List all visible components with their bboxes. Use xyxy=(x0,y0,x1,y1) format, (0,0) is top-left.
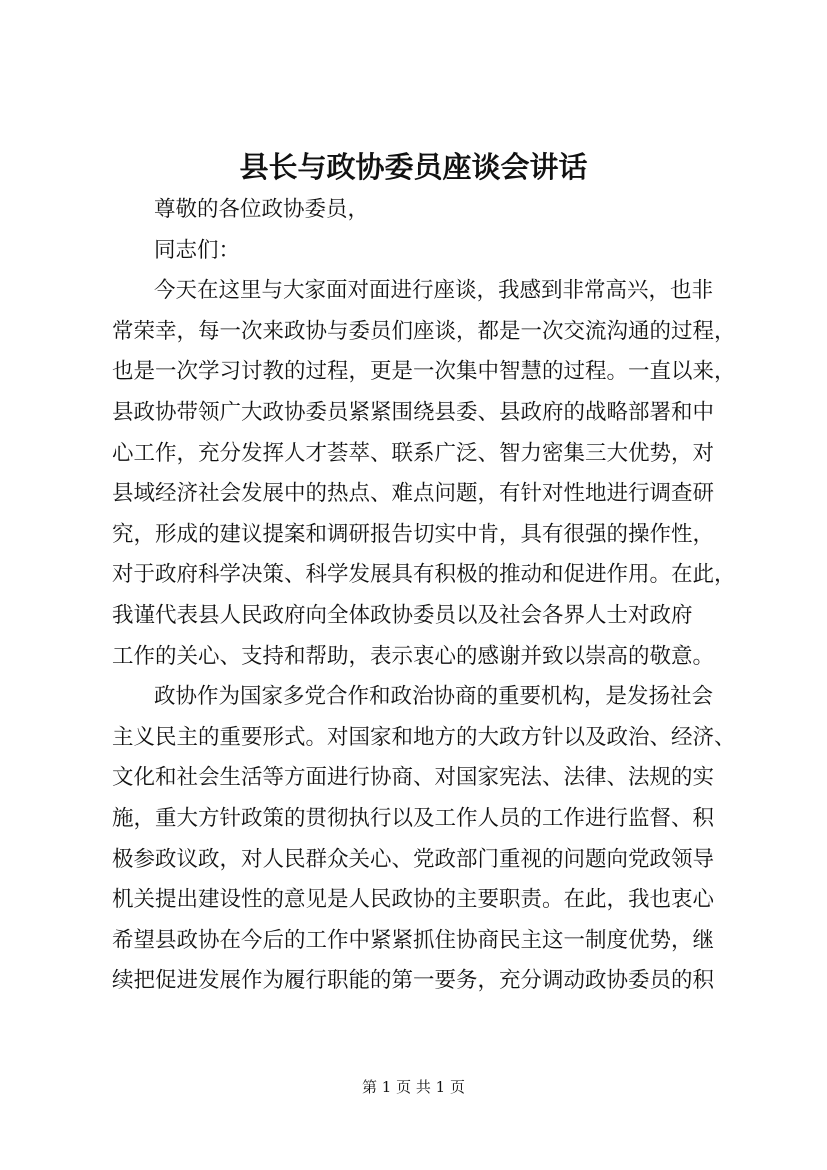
salutation-line: 同志们： xyxy=(154,237,241,263)
paragraph-line: 施，重大方针政策的贯彻执行以及工作人员的工作进行监督、积 xyxy=(112,805,715,831)
paragraph-line: 究，形成的建议提案和调研报告切实中肯，具有很强的操作性， xyxy=(112,521,715,547)
paragraph-line: 心工作，充分发挥人才荟萃、联系广泛、智力密集三大优势，对 xyxy=(112,440,715,466)
paragraph-line: 我谨代表县人民政府向全体政协委员以及社会各界人士对政府 xyxy=(112,602,693,628)
paragraph-line: 常荣幸，每一次来政协与委员们座谈，都是一次交流沟通的过程， xyxy=(112,318,736,344)
paragraph-line: 文化和社会生活等方面进行协商、对国家宪法、法律、法规的实 xyxy=(112,765,715,791)
page-footer: 第 1 页 共 1 页 xyxy=(362,1078,465,1096)
paragraph-line: 县域经济社会发展中的热点、难点问题，有针对性地进行调查研 xyxy=(112,481,715,507)
paragraph-line: 希望县政协在今后的工作中紧紧抓住协商民主这一制度优势，继 xyxy=(112,927,715,953)
paragraph-line: 县政协带领广大政协委员紧紧围绕县委、县政府的战略部署和中 xyxy=(112,399,715,425)
paragraph-line: 政协作为国家多党合作和政治协商的重要机构，是发扬社会 xyxy=(154,684,714,710)
paragraph-line: 主义民主的重要形式。对国家和地方的大政方针以及政治、经济、 xyxy=(112,724,736,750)
salutation-line: 尊敬的各位政协委员， xyxy=(154,197,370,222)
paragraph-line: 工作的关心、支持和帮助，表示衷心的感谢并致以崇高的敬意。 xyxy=(112,643,715,669)
paragraph-line: 对于政府科学决策、科学发展具有积极的推动和促进作用。在此， xyxy=(112,562,736,588)
paragraph-line: 极参政议政，对人民群众关心、党政部门重视的问题向党政领导 xyxy=(112,846,715,872)
paragraph-line: 机关提出建设性的意见是人民政协的主要职责。在此，我也衷心 xyxy=(112,887,715,913)
document-title: 县长与政协委员座谈会讲话 xyxy=(239,150,588,184)
paragraph-line: 也是一次学习讨教的过程，更是一次集中智慧的过程。一直以来， xyxy=(112,359,736,385)
paragraph-line: 续把促进发展作为履行职能的第一要务，充分调动政协委员的积 xyxy=(112,968,715,994)
paragraph-line: 今天在这里与大家面对面进行座谈，我感到非常高兴，也非 xyxy=(154,278,714,304)
document-body xyxy=(112,190,744,1002)
